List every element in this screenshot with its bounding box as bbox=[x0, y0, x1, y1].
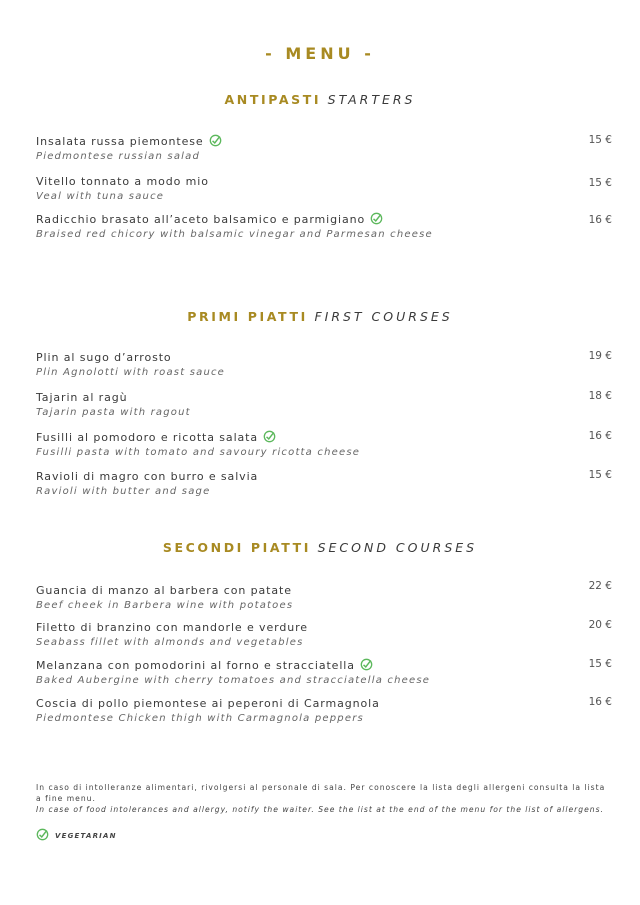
dish-name: Radicchio brasato all’aceto balsamico e parmigiano bbox=[36, 213, 366, 226]
section-heading-starters bbox=[0, 92, 640, 107]
dish-name: Ravioli di magro con burro e salvia bbox=[36, 470, 259, 483]
dish-price: 20 € bbox=[588, 619, 612, 631]
vegetarian-leaf-icon bbox=[263, 430, 276, 443]
dish-price: 15 € bbox=[588, 658, 612, 670]
dish-description: Plin Agnolotti with roast sauce bbox=[36, 367, 226, 378]
dish-name: Melanzana con pomodorini al forno e stracciatella bbox=[36, 659, 355, 672]
dish-price: 15 € bbox=[588, 177, 612, 189]
dish-name: Plin al sugo d’arrosto bbox=[36, 351, 172, 364]
dish-name: Filetto di branzino con mandorle e verdure bbox=[36, 621, 308, 634]
dish-description: Piedmontese Chicken thigh with Carmagnola peppers bbox=[36, 713, 364, 724]
dish-name: Coscia di pollo piemontese ai peperoni di Carmagnola bbox=[36, 697, 380, 710]
menu-item bbox=[36, 390, 612, 420]
dish-description: Ravioli with butter and sage bbox=[36, 486, 211, 497]
vegetarian-leaf-icon bbox=[209, 134, 222, 147]
dish-name: Tajarin al ragù bbox=[36, 391, 128, 404]
menu-item bbox=[36, 430, 612, 460]
dish-price: 22 € bbox=[588, 580, 612, 592]
section-title-en: STARTERS bbox=[327, 92, 416, 107]
dish-description: Veal with tuna sauce bbox=[36, 191, 165, 202]
menu-item bbox=[36, 350, 612, 380]
section-title-it: SECONDI PIATTI bbox=[162, 540, 311, 555]
section-heading-second-courses bbox=[0, 540, 640, 555]
menu-title: - MENU - bbox=[265, 44, 375, 63]
dish-price: 18 € bbox=[588, 390, 612, 402]
vegetarian-leaf-icon bbox=[370, 212, 383, 225]
dish-price: 16 € bbox=[588, 430, 612, 442]
menu-item bbox=[36, 174, 612, 204]
dish-description: Seabass fillet with almonds and vegetables bbox=[36, 637, 304, 648]
menu-item bbox=[36, 658, 612, 688]
dish-description: Piedmontese russian salad bbox=[36, 151, 201, 162]
menu-item bbox=[36, 580, 612, 613]
section-heading-first-courses bbox=[0, 309, 640, 324]
dish-name: Insalata russa piemontese bbox=[36, 135, 204, 148]
dish-price: 16 € bbox=[588, 214, 612, 226]
dish-description: Fusilli pasta with tomato and savoury ricotta cheese bbox=[36, 447, 361, 458]
dish-price: 15 € bbox=[588, 134, 612, 146]
allergy-note bbox=[36, 782, 612, 815]
dish-name: Fusilli al pomodoro e ricotta salata bbox=[36, 431, 259, 444]
dish-description: Beef cheek in Barbera wine with potatoes bbox=[36, 600, 294, 611]
dish-price: 15 € bbox=[588, 469, 612, 481]
section-title-it: PRIMI PIATTI bbox=[187, 309, 308, 324]
dish-description: Tajarin pasta with ragout bbox=[36, 407, 191, 418]
allergy-note-it: In caso di intolleranze alimentari, rivolgersi al personale di sala. Per conoscere la lista degli allergeni consulta la lista a fine menu. bbox=[36, 783, 606, 803]
vegetarian-legend-label: VEGETARIAN bbox=[55, 832, 117, 840]
vegetarian-leaf-icon bbox=[36, 828, 49, 841]
dish-price: 16 € bbox=[588, 696, 612, 708]
menu-item bbox=[36, 134, 612, 164]
section-title-en: SECOND COURSES bbox=[317, 540, 478, 555]
menu-item bbox=[36, 212, 612, 242]
menu-item bbox=[36, 696, 612, 726]
menu-item bbox=[36, 620, 612, 650]
dish-description: Braised red chicory with balsamic vinegar and Parmesan cheese bbox=[36, 229, 433, 240]
dish-name: Vitello tonnato a modo mio bbox=[36, 175, 209, 188]
menu-item bbox=[36, 469, 612, 499]
dish-name-row bbox=[36, 134, 612, 149]
vegetarian-legend bbox=[36, 828, 117, 841]
section-title-en: FIRST COURSES bbox=[314, 309, 453, 324]
dish-description: Baked Aubergine with cherry tomatoes and stracciatella cheese bbox=[36, 675, 431, 686]
allergy-note-en: In case of food intolerances and allergy, notify the waiter. See the list at the end of the menu for the list of allergens. bbox=[36, 805, 604, 814]
section-title-it: ANTIPASTI bbox=[224, 92, 322, 107]
vegetarian-leaf-icon bbox=[360, 658, 373, 671]
dish-price: 19 € bbox=[588, 350, 612, 362]
dish-name: Guancia di manzo al barbera con patate bbox=[36, 584, 292, 597]
